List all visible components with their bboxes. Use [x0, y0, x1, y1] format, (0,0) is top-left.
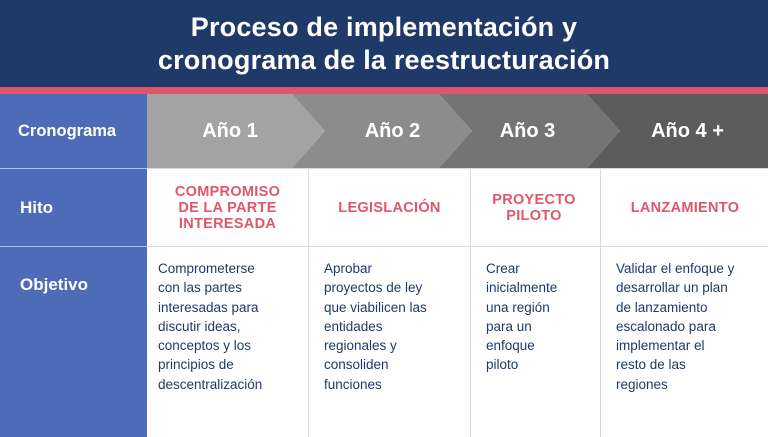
year-4-label: Año 4 + [651, 119, 724, 142]
objetivo-2: Aprobar proyectos de ley que viabilicen las entidades regionales y consoliden funciones [324, 261, 427, 392]
title-line-2: cronograma de la reestructuración [157, 44, 611, 75]
grid-line [470, 168, 471, 437]
year-2-label: Año 2 [364, 119, 421, 142]
hito-3: PROYECTO PILOTO [492, 191, 576, 224]
grid-line [147, 246, 768, 247]
year-3-label: Año 3 [499, 119, 556, 142]
objetivo-4: Validar el enfoque y desarrollar un plan de lanzamiento escalonado para implementar el resto de las regiones [616, 261, 735, 392]
label-hito: Hito [0, 169, 147, 246]
hito-2: LEGISLACIÓN [338, 199, 441, 216]
objetivo-3: Crear inicialmente una región para un enfoque piloto [486, 261, 558, 373]
title-banner [0, 0, 768, 87]
hito-4: LANZAMIENTO [630, 199, 740, 216]
accent-divider [0, 87, 768, 94]
objetivo-1: Comprometerse con las partes interesadas para discutir ideas, conceptos y los principios de descentralización [158, 261, 263, 392]
label-objetivo: Objetivo [0, 247, 147, 437]
grid-line [308, 168, 309, 437]
year-1-label: Año 1 [202, 119, 258, 142]
title-line-1: Proceso de implementación y [190, 11, 578, 42]
grid-line [600, 168, 601, 437]
hito-1: COMPROMISO DE LA PARTE INTERESADA [174, 183, 281, 232]
label-cronograma: Cronograma [0, 94, 147, 168]
